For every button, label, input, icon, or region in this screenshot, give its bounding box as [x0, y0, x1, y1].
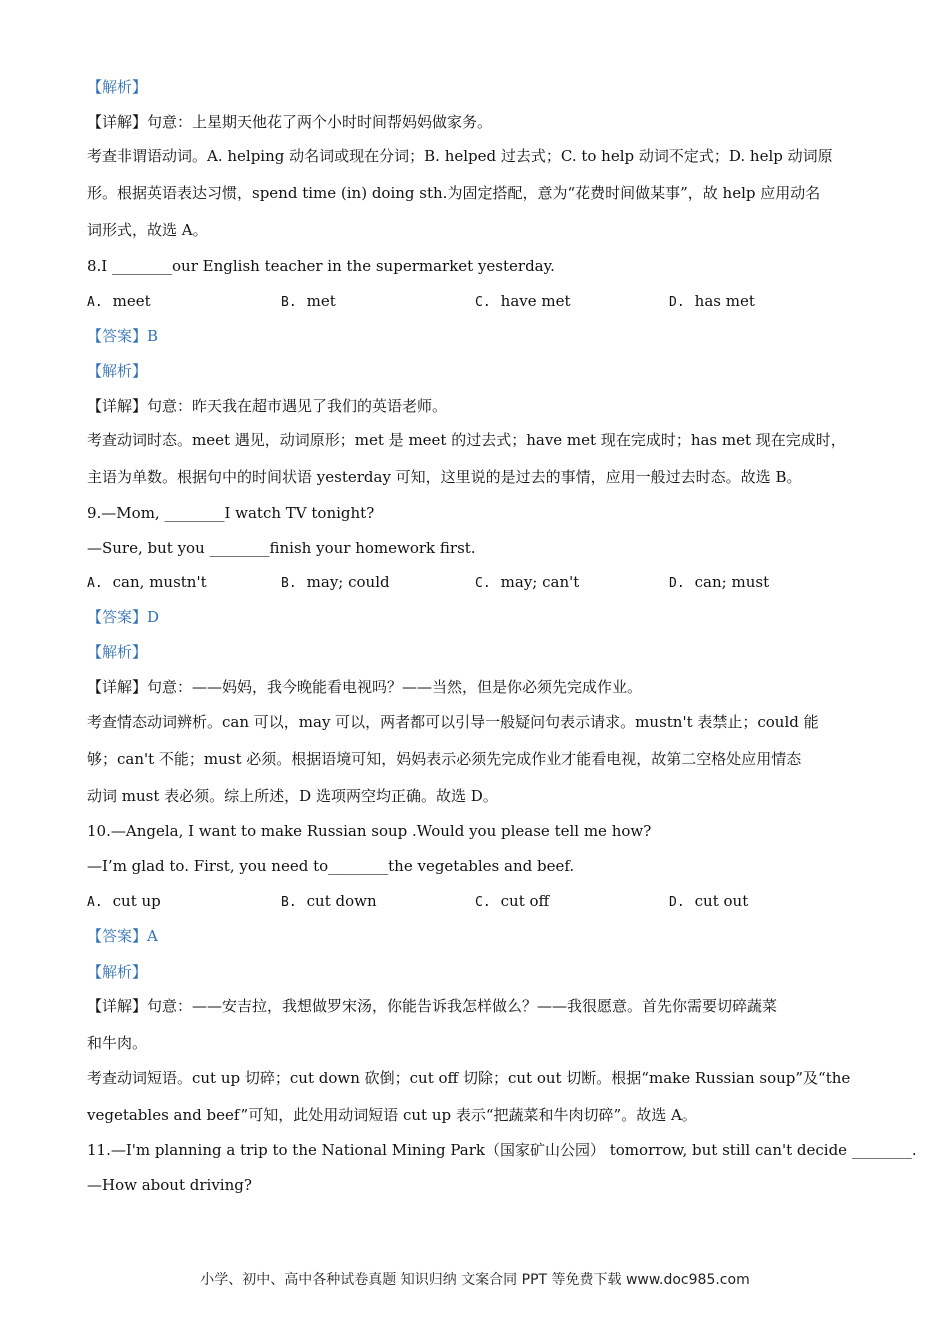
explanation-text: 主语为单数。根据句中的时间状语 yesterday 可知，这里说的是过去的事情，应用一般过去时态。故选 B。: [87, 468, 802, 486]
answer-label: 【答案】B: [87, 327, 159, 345]
explanation-text: 形。根据英语表达习惯，spend time (in) doing sth.为固定搭配，意为“花费时间做某事”，故 help 应用动名: [87, 184, 821, 202]
option-a: A. meet: [87, 292, 151, 310]
option-d: D. can; must: [669, 573, 770, 591]
analysis-label: 【解析】: [87, 362, 148, 380]
question-11: 11.—I'm planning a trip to the National Mining Park（国家矿山公园） tomorrow, but still can't decide ________.: [87, 1141, 917, 1159]
answer-label: 【答案】D: [87, 608, 160, 626]
explanation-text: 动词 must 表必须。综上所述，D 选项两空均正确。故选 D。: [87, 787, 498, 805]
explanation-meaning: 【详解】句意：昨天我在超市遇见了我们的英语老师。: [87, 397, 448, 415]
explanation-text: vegetables and beef”可知，此处用动词短语 cut up 表示“把蔬菜和牛肉切碎”。故选 A。: [87, 1106, 697, 1124]
explanation-meaning: 和牛肉。: [87, 1034, 148, 1052]
question-9: 9.—Mom, ________I watch TV tonight?: [87, 504, 375, 522]
explanation-text: 考查动词短语。cut up 切碎；cut down 砍倒；cut off 切除；cut out 切断。根据“make Russian soup”及“the: [87, 1069, 851, 1087]
explanation-text: 考查情态动词辨析。can 可以，may 可以，两者都可以引导一般疑问句表示请求。mustn't 表禁止；could 能: [87, 713, 819, 731]
option-b: B. met: [281, 292, 336, 310]
option-c: C. may; can't: [475, 573, 580, 591]
question-11-response: —How about driving?: [87, 1176, 252, 1194]
question-10: 10.—Angela, I want to make Russian soup .Would you please tell me how?: [87, 822, 652, 840]
explanation-text: 考查非谓语动词。A. helping 动名词或现在分词；B. helped 过去式；C. to help 动词不定式；D. help 动词原: [87, 147, 833, 165]
option-c: C. cut off: [475, 892, 550, 910]
answer-label: 【答案】A: [87, 927, 158, 945]
analysis-label: 【解析】: [87, 963, 148, 981]
question-8: 8.I ________our English teacher in the supermarket yesterday.: [87, 257, 555, 275]
question-10-response: —I’m glad to. First, you need to________the vegetables and beef.: [87, 857, 575, 875]
option-a: A. can, mustn't: [87, 573, 207, 591]
option-d: D. cut out: [669, 892, 749, 910]
option-b: B. cut down: [281, 892, 377, 910]
explanation-meaning: 【详解】句意：——安吉拉，我想做罗宋汤，你能告诉我怎样做么？——我很愿意。首先你需要切碎蔬菜: [87, 997, 778, 1015]
question-9-response: —Sure, but you ________finish your homework first.: [87, 539, 476, 557]
explanation-text: 词形式，故选 A。: [87, 221, 208, 239]
page-footer: 小学、初中、高中各种试卷真题 知识归纳 文案合同 PPT 等免费下载 www.doc985.com: [200, 1272, 750, 1288]
option-a: A. cut up: [87, 892, 161, 910]
explanation-text: 够；can't 不能；must 必须。根据语境可知，妈妈表示必须先完成作业才能看电视，故第二空格处应用情态: [87, 750, 802, 768]
option-d: D. has met: [669, 292, 755, 310]
explanation-meaning: 【详解】句意：上星期天他花了两个小时时间帮妈妈做家务。: [87, 113, 493, 131]
analysis-label: 【解析】: [87, 643, 148, 661]
explanation-meaning: 【详解】句意：——妈妈，我今晚能看电视吗？——当然，但是你必须先完成作业。: [87, 678, 643, 696]
explanation-text: 考查动词时态。meet 遇见，动词原形；met 是 meet 的过去式；have met 现在完成时；has met 现在完成时，: [87, 431, 846, 449]
option-c: C. have met: [475, 292, 571, 310]
option-b: B. may; could: [281, 573, 390, 591]
analysis-label: 【解析】: [87, 78, 148, 96]
